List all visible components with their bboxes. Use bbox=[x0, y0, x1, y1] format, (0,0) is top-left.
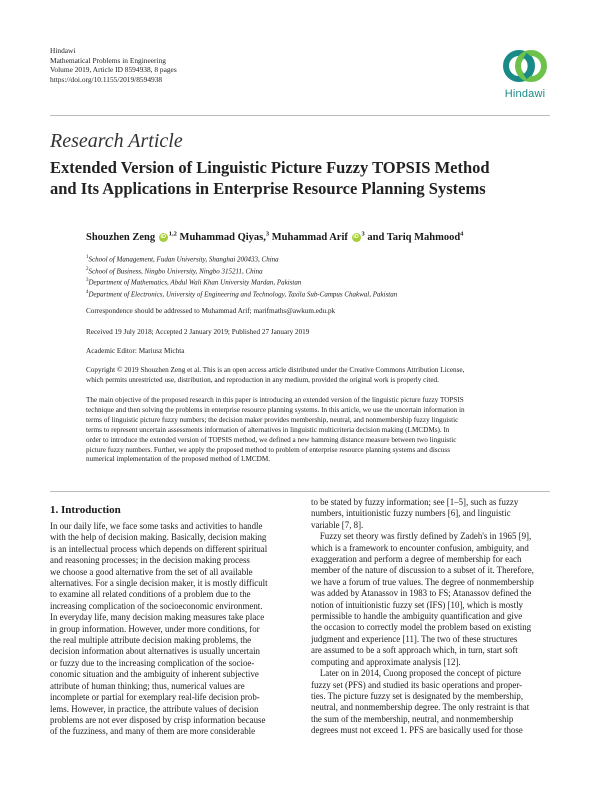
hindawi-logo-icon bbox=[502, 46, 548, 86]
author-name[interactable]: and Tariq Mahmood bbox=[367, 232, 461, 243]
body-line: Later on in 2014, Cuong proposed the concept of picture bbox=[311, 668, 521, 679]
body-line: in group information. However, under more conditions, for bbox=[50, 623, 260, 634]
logo-text: Hindawi bbox=[504, 88, 546, 100]
body-line: to examine all related conditions of a problem due to the bbox=[50, 589, 251, 600]
author-affil-sup: 3 bbox=[361, 230, 365, 238]
author-name[interactable]: Shouzhen Zeng bbox=[86, 232, 156, 243]
affiliation-sup: 1 bbox=[86, 255, 89, 260]
affiliation-sup: 3 bbox=[86, 278, 89, 284]
affiliation-text: Department of Mathematics, Abdul Wali Khan University Mardan, Pakistan bbox=[88, 278, 302, 287]
abstract-line: technique and then solving the problems in enterprise resource planning systems. In this article, we use the uncertain information in bbox=[86, 405, 465, 414]
body-line: permissible to handle the ambiguity quantification and give bbox=[311, 611, 523, 622]
header-divider bbox=[50, 115, 550, 116]
body-line: the sum of the membership, neutral, and nonmembership bbox=[311, 713, 514, 724]
orcid-icon[interactable]: iD bbox=[353, 234, 359, 241]
abstract-line: numerical implementation of the proposed method of LMCDM. bbox=[86, 455, 271, 464]
affiliation-sup: 4 bbox=[86, 289, 89, 295]
correspondence: Correspondence should be addressed to Muhammad Arif; marifmaths@awkum.edu.pk bbox=[86, 307, 336, 315]
body-line: degrees must not exceed 1. PFS are basically used for those bbox=[311, 725, 523, 736]
academic-editor: Academic Editor: Mariusz Michta bbox=[86, 347, 185, 355]
body-line: member of the nature of discussion to a subset of it. Therefore, bbox=[311, 565, 534, 576]
body-line: conomic situation and the ambiguity of inherent subjective bbox=[50, 669, 259, 680]
body-line: neutral, and nonmembership degree. The only restraint is that bbox=[311, 702, 530, 713]
body-line: In everyday life, many decision making measures take place bbox=[50, 612, 265, 623]
body-line: and reasoning processes; in the decision making process bbox=[50, 555, 250, 566]
body-line: incomplete or partial for exemplary real-life decision prob- bbox=[50, 692, 260, 703]
body-line: the occasion to correctly model the problem based on existing bbox=[311, 622, 532, 633]
copyright-line: Copyright © 2019 Shouzhen Zeng et al. This is an open access article distributed under the Creative Commons Attribution License, bbox=[86, 366, 465, 374]
affiliation-text: School of Business, Ningbo University, Ningbo 315211, China bbox=[88, 266, 263, 275]
body-line: increasing complication of the socioeconomic environment. bbox=[50, 600, 263, 611]
body-line: attribute of human thinking; thus, numerical values are bbox=[50, 680, 245, 691]
journal-name: Mathematical Problems in Engineering bbox=[50, 55, 166, 65]
body-line: lems. However, in practice, the attribute values of decision bbox=[50, 703, 259, 714]
affiliation-text: Department of Electronics, University of Engineering and Technology, Taxila Sub-Campus Chakwal, Pakistan bbox=[88, 289, 398, 298]
body-line: is an intellectual process which depends on different spiritual bbox=[50, 543, 268, 554]
body-line: notion of intuitionistic fuzzy set (IFS) [10], which is mostly bbox=[311, 599, 523, 610]
right-column bbox=[311, 497, 551, 737]
author-affil-sup: 4 bbox=[460, 230, 464, 238]
body-line: judgment and experience [11]. The two of these structures bbox=[311, 633, 518, 644]
body-line: or fuzzy due to the increasing complication of the socioe- bbox=[50, 657, 255, 668]
affiliation-text: School of Management, Fudan University, Shanghai 200433, China bbox=[88, 255, 279, 264]
affiliation bbox=[86, 265, 397, 277]
publication-dates: Received 19 July 2018; Accepted 2 January 2019; Published 27 January 2019 bbox=[86, 328, 310, 336]
abstract-divider bbox=[50, 491, 550, 492]
affiliation-sup: 2 bbox=[86, 266, 89, 272]
body-line: problems are not ever disposed by crisp information because bbox=[50, 714, 266, 725]
affiliation-list bbox=[86, 253, 397, 299]
author-name[interactable]: Muhammad Arif bbox=[271, 232, 348, 243]
body-line: to be stated by fuzzy information; see [1–5], such as fuzzy bbox=[311, 497, 519, 507]
abstract bbox=[86, 396, 550, 465]
copyright-line: which permits unrestricted use, distribution, and reproduction in any medium, provided the original work is properly cited. bbox=[86, 376, 439, 385]
author-list bbox=[86, 232, 463, 243]
abstract-line: terms to represent uncertain assessments information of alternatives in linguistic multicriteria decision making (LMCDMs). In bbox=[86, 425, 450, 434]
orcid-icon[interactable]: iD bbox=[160, 234, 167, 241]
journal-volume: Volume 2019, Article ID 8594938, 8 pages bbox=[50, 65, 177, 75]
abstract-line: picture fuzzy numbers. Further, we apply the proposed method to problem of enterprise resource planning systems and discuss bbox=[86, 445, 450, 454]
body-line: with the help of decision making. Basically, decision making bbox=[50, 532, 267, 543]
article-type: Research Article bbox=[50, 130, 183, 152]
body-line: decision information about alternatives is usually uncertain bbox=[50, 646, 260, 657]
author-affil-sup: 1,2 bbox=[168, 230, 177, 238]
body-line: computing and approximate analysis [12]. bbox=[311, 656, 461, 667]
body-line: we choose a good alternative from the set of all available bbox=[50, 566, 253, 577]
affiliation bbox=[86, 253, 397, 265]
body-line: exaggeration and perform a degree of membership for each bbox=[311, 554, 522, 565]
body-line: alternatives. For a single decision maker, it is mostly difficult bbox=[50, 578, 268, 589]
section-heading: 1. Introduction bbox=[50, 504, 121, 516]
doi-link[interactable]: https://doi.org/10.1155/2019/8594938 bbox=[50, 74, 163, 84]
author-name[interactable]: Muhammad Qiyas, bbox=[179, 232, 266, 243]
body-line: which is a framework to encounter confusion, ambiguity, and bbox=[311, 542, 529, 553]
body-line: numbers, intuitionistic fuzzy numbers [6], and linguistic bbox=[311, 508, 511, 519]
body-line: we have a forum of true values. The degree of nonmembership bbox=[311, 576, 534, 587]
body-line: Fuzzy set theory was firstly defined by Zadeh's in 1965 [9], bbox=[311, 531, 532, 542]
body-line: ties. The picture fuzzy set is designated by the membership, bbox=[311, 690, 524, 701]
body-line: of the fuzziness, and many of them are more considerable bbox=[50, 726, 256, 737]
abstract-line: terms of linguistic picture fuzzy numbers; the decision maker provides membership, neutral, and nonmembership fuzzy linguistic bbox=[86, 415, 459, 424]
body-line: In our daily life, we face some tasks and activities to handle bbox=[50, 521, 263, 531]
title-line: and Its Applications in Enterprise Resource Planning Systems bbox=[50, 179, 486, 198]
body-line: variable [7, 8]. bbox=[311, 519, 364, 530]
author-affil-sup: 3 bbox=[265, 230, 270, 238]
abstract-line: The main objective of the proposed research in this paper is introducing an extended version of the linguistic picture fuzzy TOPSIS bbox=[86, 396, 464, 404]
copyright-notice bbox=[86, 365, 550, 385]
hindawi-logo bbox=[493, 46, 557, 100]
title-line: Extended Version of Linguistic Picture Fuzzy TOPSIS Method bbox=[50, 158, 490, 177]
affiliation bbox=[86, 276, 397, 288]
body-line: are assumed to be a soft approach which, in turn, start soft bbox=[311, 645, 518, 656]
left-column bbox=[50, 521, 290, 738]
body-line: the real multiple attribute decision making problems, the bbox=[50, 635, 252, 646]
publisher-name: Hindawi bbox=[50, 46, 76, 55]
body-line: was added by Atanassov in 1983 to FS; Atanassov defined the bbox=[311, 588, 532, 599]
body-line: fuzzy set (PFS) and studied its basic operations and proper- bbox=[311, 679, 523, 690]
article-title bbox=[50, 157, 550, 199]
journal-info bbox=[50, 46, 177, 84]
affiliation bbox=[86, 288, 397, 300]
abstract-line: order to introduce the extended version of TOPSIS method, we defined a new hamming distance measure between two linguistic bbox=[86, 435, 457, 444]
